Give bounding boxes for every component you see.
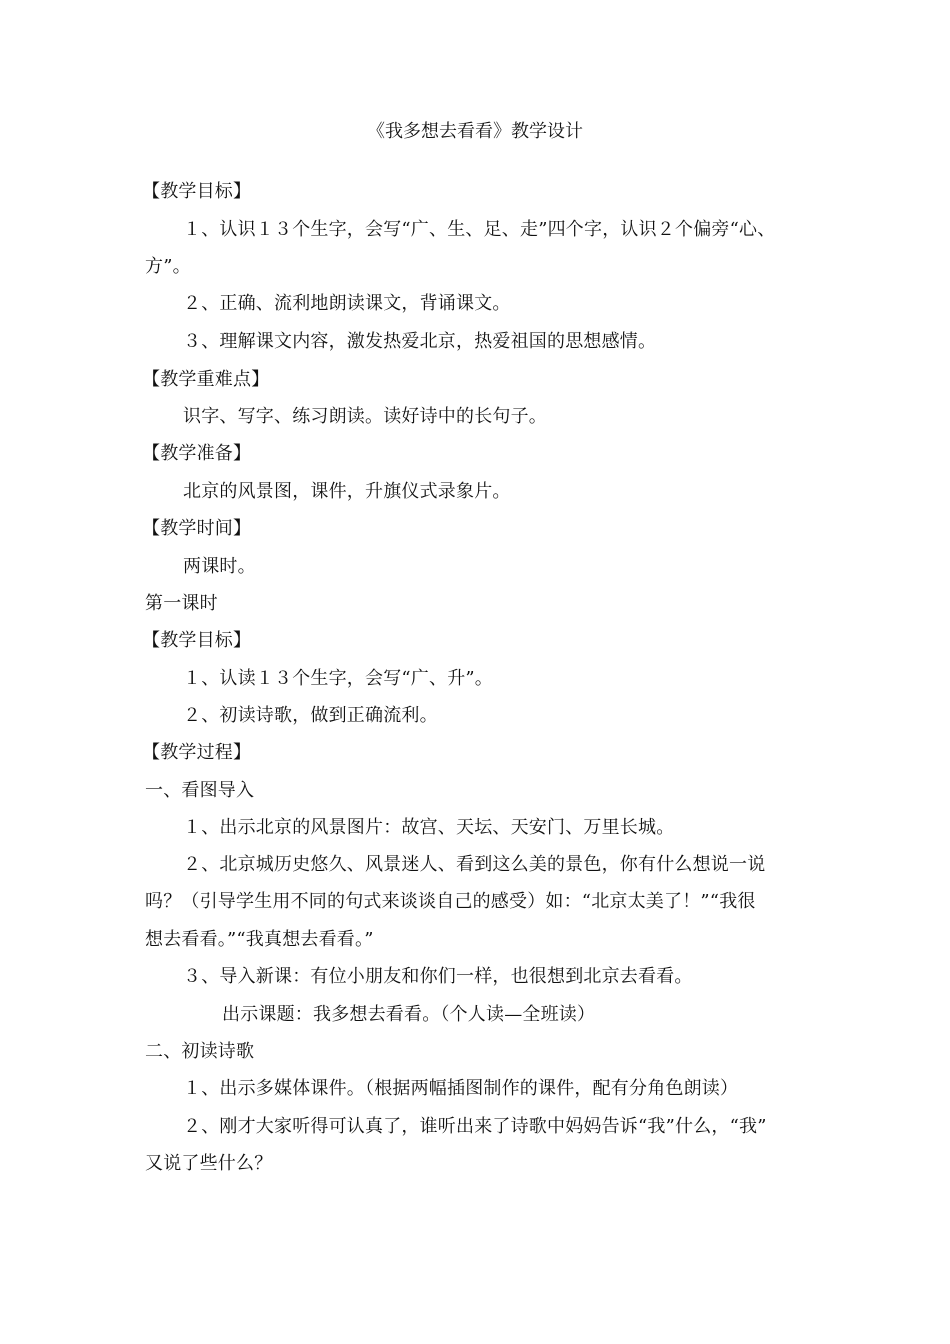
document-title: 《我多想去看看》教学设计 <box>367 121 583 142</box>
process-step-3-detail: 出示课题：我多想去看看。（个人读—全班读） <box>222 1004 596 1025</box>
process-step-2-continued: 吗？（引导学生用不同的句式来谈谈自己的感受）如：“北京太美了！”“我很 <box>145 891 756 912</box>
preparation-text: 北京的风景图，课件，升旗仪式录象片。 <box>183 481 511 502</box>
process-step-2-continued-2: 想去看看。”“我真想去看看。” <box>145 929 374 950</box>
process-part-1-heading: 一、看图导入 <box>145 780 255 801</box>
objective-item-1-continued: 方”。 <box>145 256 191 277</box>
section-heading-preparation: 【教学准备】 <box>142 443 252 464</box>
section-heading-objectives: 【教学目标】 <box>142 181 252 202</box>
section-heading-time: 【教学时间】 <box>142 518 252 539</box>
process-part-2-step-1: １、出示多媒体课件。（根据两幅插图制作的课件，配有分角色朗读） <box>183 1078 739 1099</box>
section-heading-lesson-objectives: 【教学目标】 <box>142 630 252 651</box>
objective-item-1: １、认识１３个生字，会写“广、生、足、走”四个字，认识２个偏旁“心、 <box>183 219 776 240</box>
process-part-2-step-2-continued: 又说了些什么？ <box>145 1153 273 1174</box>
objective-item-3: ３、理解课文内容，激发热爱北京，热爱祖国的思想感情。 <box>183 331 657 352</box>
lesson-objective-item-1: １、认读１３个生字，会写“广、升”。 <box>183 668 494 689</box>
section-heading-key-points: 【教学重难点】 <box>142 369 270 390</box>
objective-item-2: ２、正确、流利地朗读课文，背诵课文。 <box>183 293 511 314</box>
process-part-2-step-2: ２、刚才大家听得可认真了，谁听出来了诗歌中妈妈告诉“我”什么，“我” <box>183 1116 767 1137</box>
key-points-text: 识字、写字、练习朗读。读好诗中的长句子。 <box>183 406 547 427</box>
time-text: 两课时。 <box>183 556 256 577</box>
process-step-2: ２、北京城历史悠久、风景迷人、看到这么美的景色，你有什么想说一说 <box>183 854 766 875</box>
process-step-1: １、出示北京的风景图片：故宫、天坛、天安门、万里长城。 <box>183 817 675 838</box>
process-part-2-heading: 二、初读诗歌 <box>145 1041 255 1062</box>
section-heading-process: 【教学过程】 <box>142 742 252 763</box>
process-step-3: ３、导入新课：有位小朋友和你们一样，也很想到北京去看看。 <box>183 966 693 987</box>
lesson-heading: 第一课时 <box>145 593 218 614</box>
lesson-objective-item-2: ２、初读诗歌，做到正确流利。 <box>183 705 438 726</box>
